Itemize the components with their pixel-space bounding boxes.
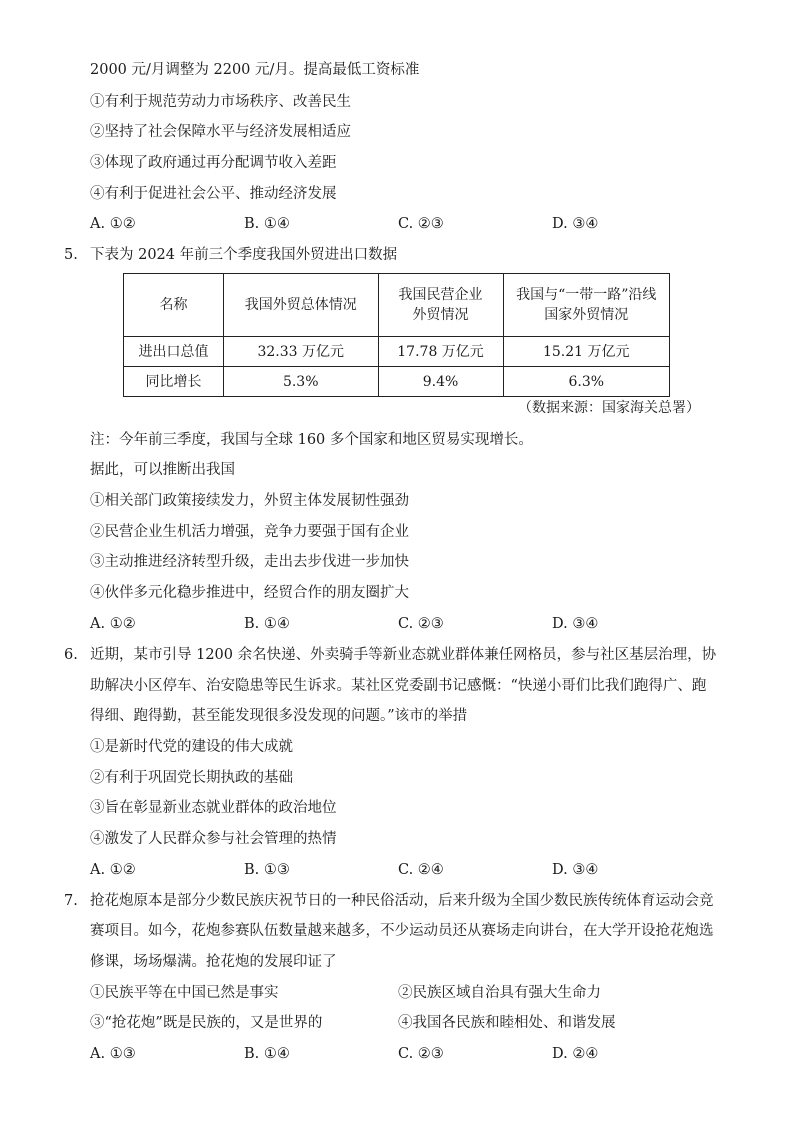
q4-item-1: ①有利于规范劳动力市场秩序、改善民生 bbox=[90, 94, 351, 110]
q6-option-c[interactable]: C. ②④ bbox=[398, 862, 444, 878]
q6-item-1: ①是新时代党的建设的伟大成就 bbox=[90, 739, 293, 755]
trade-data-table bbox=[123, 273, 670, 397]
q5-option-c[interactable]: C. ②③ bbox=[398, 616, 444, 632]
table-cell: 15.21 万亿元 bbox=[503, 337, 669, 367]
q4-option-d[interactable]: D. ③④ bbox=[552, 216, 599, 232]
q7-item-4: ④我国各民族和睦相处、和谐发展 bbox=[398, 1015, 616, 1031]
table-row bbox=[124, 337, 670, 367]
q6-option-d[interactable]: D. ③④ bbox=[552, 862, 599, 878]
q5-note: 注：今年前三季度，我国与全球 160 多个国家和地区贸易实现增长。 bbox=[90, 432, 533, 448]
q4-option-c[interactable]: C. ②③ bbox=[398, 216, 444, 232]
q6-item-2: ②有利于巩固党长期执政的基础 bbox=[90, 770, 293, 786]
q4-item-3: ③体现了政府通过再分配调节收入差距 bbox=[90, 155, 337, 171]
q5-stem: 下表为 2024 年前三个季度我国外贸进出口数据 bbox=[90, 247, 398, 263]
table-header-private: 我国民营企业 外贸情况 bbox=[378, 274, 503, 337]
q7-item-3: ③“抢花炮”既是民族的，又是世界的 bbox=[90, 1015, 323, 1031]
q7-stem-line-2: 赛项目。如今，花炮参赛队伍数量越来越多，不少运动员还从赛场走向讲台，在大学开设抢花炮选 bbox=[90, 923, 714, 939]
q5-item-4: ④伙伴多元化稳步推进中，经贸合作的朋友圈扩大 bbox=[90, 585, 409, 601]
table-source: （数据来源：国家海关总署） bbox=[518, 400, 700, 416]
q6-option-a[interactable]: A. ①② bbox=[90, 862, 136, 878]
table-cell: 17.78 万亿元 bbox=[378, 337, 503, 367]
q7-stem-line-3: 修课，场场爆满。抢花炮的发展印证了 bbox=[90, 954, 337, 970]
table-row bbox=[124, 367, 670, 397]
table-header-belt-road: 我国与“一带一路”沿线 国家外贸情况 bbox=[503, 274, 669, 337]
table-cell: 32.33 万亿元 bbox=[223, 337, 378, 367]
q4-item-2: ②坚持了社会保障水平与经济发展相适应 bbox=[90, 124, 351, 140]
q5-option-b[interactable]: B. ①④ bbox=[244, 616, 290, 632]
q5-option-d[interactable]: D. ③④ bbox=[552, 616, 599, 632]
q7-item-2: ②民族区域自治具有强大生命力 bbox=[398, 985, 601, 1001]
q6-stem-line-3: 得细、跑得勤，甚至能发现很多没发现的问题。”该市的举措 bbox=[90, 708, 468, 724]
q7-option-b[interactable]: B. ①④ bbox=[244, 1046, 290, 1062]
q4-option-a[interactable]: A. ①② bbox=[90, 216, 136, 232]
table-cell: 同比增长 bbox=[124, 367, 224, 397]
q5-number: 5. bbox=[64, 247, 78, 263]
q5-item-3: ③主动推进经济转型升级，走出去步伐进一步加快 bbox=[90, 554, 409, 570]
q5-item-1: ①相关部门政策接续发力，外贸主体发展韧性强劲 bbox=[90, 493, 409, 509]
q5-item-2: ②民营企业生机活力增强，竞争力要强于国有企业 bbox=[90, 524, 409, 540]
q4-option-b[interactable]: B. ①④ bbox=[244, 216, 290, 232]
q6-item-4: ④激发了人民群众参与社会管理的热情 bbox=[90, 831, 337, 847]
q4-stem-tail: 2000 元/月调整为 2200 元/月。提高最低工资标准 bbox=[90, 62, 420, 78]
table-cell: 6.3% bbox=[503, 367, 669, 397]
q6-item-3: ③旨在彰显新业态就业群体的政治地位 bbox=[90, 800, 337, 816]
q5-option-a[interactable]: A. ①② bbox=[90, 616, 136, 632]
q7-number: 7. bbox=[64, 893, 78, 909]
q7-option-d[interactable]: D. ②④ bbox=[552, 1046, 599, 1062]
q4-item-4: ④有利于促进社会公平、推动经济发展 bbox=[90, 186, 337, 202]
q6-option-b[interactable]: B. ①③ bbox=[244, 862, 290, 878]
q6-stem-line-2: 助解决小区停车、治安隐患等民生诉求。某社区党委副书记感慨：“快递小哥们比我们跑得广、跑 bbox=[90, 678, 707, 694]
q7-item-1: ①民族平等在中国已然是事实 bbox=[90, 985, 279, 1001]
q6-stem-line-1: 近期，某市引导 1200 余名快递、外卖骑手等新业态就业群体兼任网格员，参与社区基层治理，协 bbox=[90, 647, 717, 663]
q7-option-c[interactable]: C. ②③ bbox=[398, 1046, 444, 1062]
table-cell: 5.3% bbox=[223, 367, 378, 397]
q6-number: 6. bbox=[64, 647, 78, 663]
q7-stem-line-1: 抢花炮原本是部分少数民族庆祝节日的一种民俗活动，后来升级为全国少数民族传统体育运动会竞 bbox=[90, 893, 714, 909]
table-cell: 进出口总值 bbox=[124, 337, 224, 367]
table-header-name: 名称 bbox=[124, 274, 224, 337]
q7-option-a[interactable]: A. ①③ bbox=[90, 1046, 136, 1062]
table-header-overall: 我国外贸总体情况 bbox=[223, 274, 378, 337]
table-cell: 9.4% bbox=[378, 367, 503, 397]
q5-lead: 据此，可以推断出我国 bbox=[90, 462, 235, 478]
